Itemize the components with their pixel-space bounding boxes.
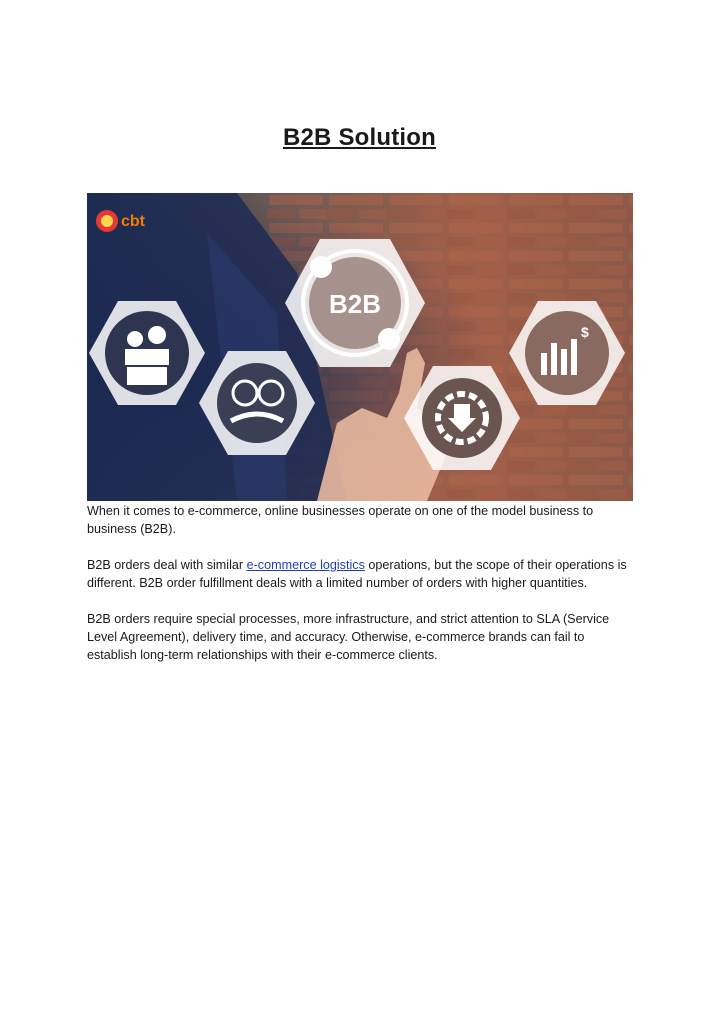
paragraph-2 [87, 556, 635, 592]
b2b-badge-text: B2B [328, 289, 382, 319]
ecommerce-logistics-link[interactable]: e-commerce logistics [246, 558, 365, 572]
paragraph-3: B2B orders require special processes, more infrastructure, and strict attention to SLA (Service Level Agreement), delivery time, and accuracy. Otherwise, e-commerce brands can fail to establish long-term relationships with their e-commerce clients. [87, 612, 610, 662]
paragraph-2-after: operations, but the scope of their operations is different. B2B order fulfillment deals with a limited number of orders with higher quantities. [87, 558, 627, 590]
logo-text: cbt [121, 213, 145, 230]
hero-image [87, 193, 633, 501]
company-logo [96, 210, 146, 232]
paragraph-1: When it comes to e-commerce, online businesses operate on one of the model business to business (B2B). [87, 504, 594, 536]
page-title: B2B Solution [282, 124, 437, 151]
body-text [87, 502, 635, 682]
paragraph-2-before: B2B orders deal with similar [87, 558, 247, 572]
svg-text:$: $ [581, 324, 589, 340]
